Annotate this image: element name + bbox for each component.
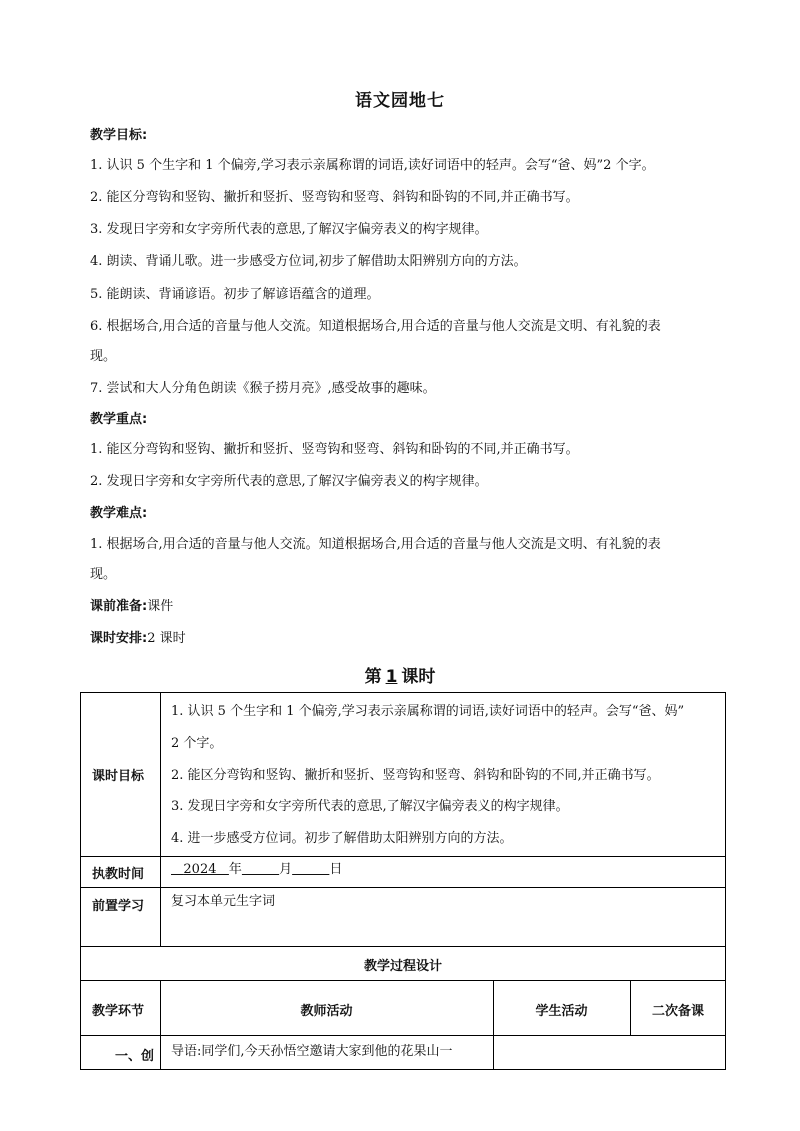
schedule-label: 课时安排: [90, 631, 148, 646]
prep-label: 课前准备: [90, 599, 148, 614]
schedule-value: 2 课时 [147, 631, 186, 646]
goal-item: 1. 认识 5 个生字和 1 个偏旁,学习表示亲属称谓的词语,读好词语中的轻声。会写“爸、妈” [171, 704, 685, 719]
objective-item: 1. 认识 5 个生字和 1 个偏旁,学习表示亲属称谓的词语,读好词语中的轻声。会写“爸、妈”2 个字。 [90, 158, 655, 173]
table-rule [160, 692, 161, 946]
goal-item: 3. 发现日字旁和女字旁所代表的意思,了解汉字偏旁表义的构字规律。 [171, 799, 569, 814]
objective-item: 4. 朗读、背诵儿歌。进一步感受方位词,初步了解借助太阳辨别方向的方法。 [90, 254, 527, 269]
table-rule [80, 1035, 726, 1036]
time-year: 2024 [183, 862, 217, 877]
goal-item-continued: 2 个字。 [171, 736, 223, 751]
key-points-heading: 教学重点: [90, 412, 148, 427]
difficulty-item: 1. 根据场合,用合适的音量与他人交流。知道根据场合,用合适的音量与他人交流是文明、有礼貌的表 [90, 537, 661, 552]
objective-item: 7. 尝试和大人分角色朗读《猴子捞月亮》,感受故事的趣味。 [90, 381, 436, 396]
pre-study-value: 复习本单元生字词 [171, 894, 276, 909]
objective-item: 2. 能区分弯钩和竖钩、撇折和竖折、竖弯钩和竖弯、斜钩和卧钩的不同,并正确书写。 [90, 190, 579, 205]
col-teacher-header: 教师活动 [300, 1004, 353, 1019]
lesson-title [0, 662, 800, 687]
objective-item: 5. 能朗读、背诵谚语。初步了解谚语蕴含的道理。 [90, 287, 380, 302]
objective-item-continued: 现。 [90, 349, 117, 364]
lesson-table [80, 692, 726, 1070]
table-border [80, 692, 726, 693]
table-border [80, 1069, 726, 1070]
col-revise-header: 二次备课 [651, 1004, 704, 1019]
time-value [171, 861, 342, 879]
time-day-unit: 日 [329, 862, 343, 877]
key-point-item: 1. 能区分弯钩和竖钩、撇折和竖折、竖弯钩和竖弯、斜钩和卧钩的不同,并正确书写。 [90, 442, 579, 457]
time-month-blank [242, 862, 279, 877]
table-rule [80, 887, 726, 888]
prep-value: 课件 [147, 599, 174, 614]
key-point-item: 2. 发现日字旁和女字旁所代表的意思,了解汉字偏旁表义的构字规律。 [90, 474, 488, 489]
col-student-header: 学生活动 [535, 1004, 588, 1019]
objective-item: 3. 发现日字旁和女字旁所代表的意思,了解汉字偏旁表义的构字规律。 [90, 222, 488, 237]
lesson-number: 1 [385, 667, 398, 687]
table-rule [80, 856, 726, 857]
table-rule [160, 980, 161, 1070]
difficulty-item-continued: 现。 [90, 567, 117, 582]
goal-item: 4. 进一步感受方位词。初步了解借助太阳辨别方向的方法。 [171, 831, 513, 846]
schedule-line [90, 630, 730, 648]
table-rule [80, 946, 726, 947]
table-border [80, 692, 81, 1070]
time-day-blank [292, 862, 329, 877]
goals-label: 课时目标 [92, 769, 145, 784]
process-heading: 教学过程设计 [363, 959, 442, 974]
page-title: 语文园地七 [355, 91, 445, 111]
col-stage-header: 教学环节 [92, 1004, 145, 1019]
first-stage-label: 一、创 [114, 1049, 154, 1064]
prep-line [90, 598, 730, 616]
time-year-unit: 年 [228, 862, 242, 877]
time-year-blank [171, 862, 229, 877]
goal-item: 2. 能区分弯钩和竖钩、撇折和竖折、竖弯钩和竖弯、斜钩和卧钩的不同,并正确书写。 [171, 768, 660, 783]
time-label: 执教时间 [92, 867, 145, 882]
objectives-heading: 教学目标: [90, 128, 148, 143]
table-rule [493, 980, 494, 1070]
lesson-prefix: 第 [364, 667, 382, 687]
difficulties-heading: 教学难点: [90, 506, 148, 521]
pre-study-label: 前置学习 [92, 899, 145, 914]
time-month-unit: 月 [279, 862, 293, 877]
lesson-suffix: 课时 [401, 667, 436, 687]
first-teacher-text: 导语:同学们,今天孙悟空邀请大家到他的花果山一 [171, 1044, 453, 1059]
objective-item: 6. 根据场合,用合适的音量与他人交流。知道根据场合,用合适的音量与他人交流是文明、有礼貌的表 [90, 319, 661, 334]
